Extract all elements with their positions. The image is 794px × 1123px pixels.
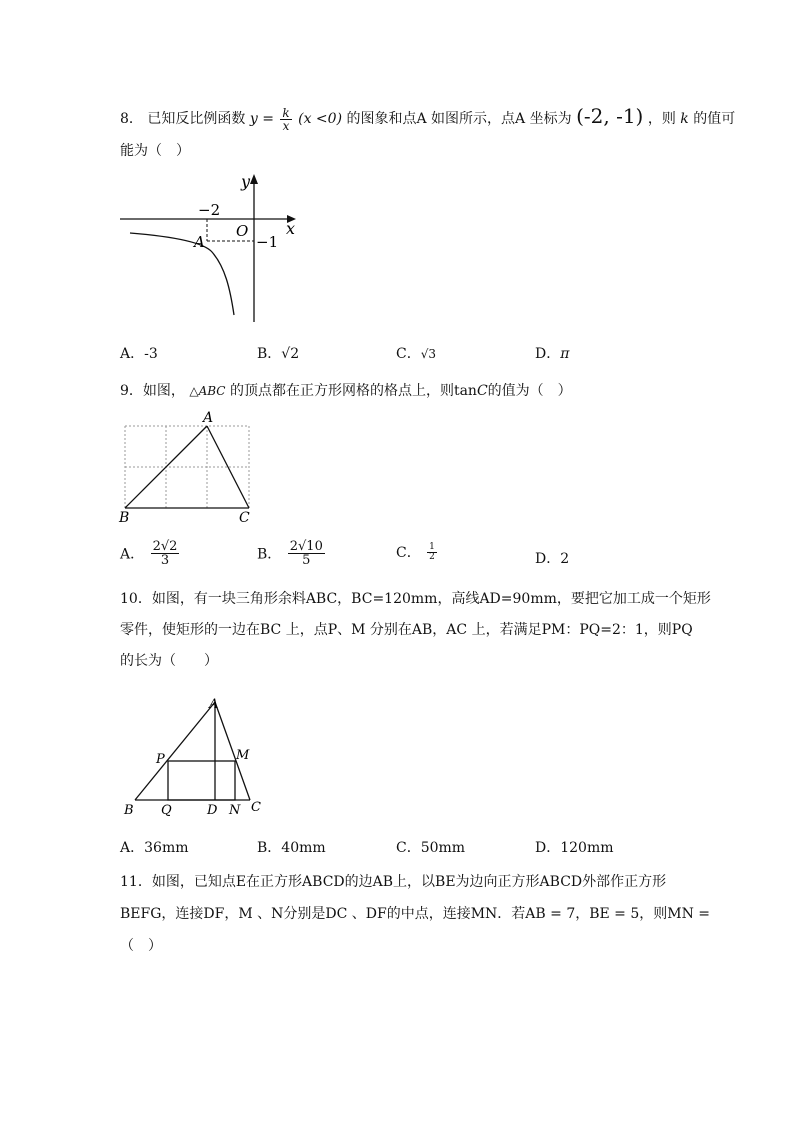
q10-choice-a-key: A． [120, 840, 145, 856]
q8-number: 8． [120, 111, 143, 127]
q9-choice-c-key: C． [396, 545, 421, 561]
q10-choice-d[interactable] [535, 837, 614, 857]
q9-choice-d-val: 2 [560, 551, 570, 567]
q9-choice-c-den: 2 [429, 551, 435, 562]
q10-choice-c[interactable] [396, 837, 465, 857]
hyperbola-curve [130, 233, 234, 315]
q9-choice-b-den: 5 [288, 553, 325, 567]
q8-text-d: 的值可 [693, 111, 736, 127]
q10-line3: 的长为（ ） [120, 653, 218, 669]
q9-grid-figure [115, 408, 260, 528]
vertex-b-label: B [119, 510, 130, 526]
q8-y: y [249, 111, 258, 127]
q8-line1 [120, 104, 735, 132]
q8-frac-den: x [280, 119, 291, 132]
q9-choice-d[interactable] [535, 548, 569, 568]
x-tick-label: −2 [198, 201, 221, 219]
grid-lines [125, 426, 249, 508]
point-n-label: N [229, 803, 241, 818]
q9-choice-a-frac [151, 540, 180, 567]
q9-triangle: △ABC [189, 384, 226, 398]
q10-line1: 10．如图，有一块三角形余料ABC，BC=120mm，高线AD=90mm，要把它加工成一个矩形 [120, 591, 711, 607]
q8-choice-c-key: C． [396, 346, 421, 362]
q8-line2: 能为（ ） [120, 143, 190, 159]
q8-frac-num: k [282, 105, 290, 120]
q8-fraction [280, 107, 291, 132]
point-a-label: A [194, 233, 205, 251]
vertex-b-label: B [124, 803, 134, 818]
q9-choice-b-key: B． [257, 546, 282, 563]
q8-choice-d-key: D． [535, 346, 561, 362]
q9-choice-c-num: 1 [429, 541, 435, 552]
rectangle-pmnq [168, 761, 235, 800]
q9-choice-c[interactable] [396, 542, 439, 562]
q9-choice-c-frac [427, 543, 437, 562]
q9-choice-a[interactable] [120, 540, 181, 567]
q10-triangle-figure [115, 690, 275, 825]
q9-text-c: 的值为（ ） [487, 383, 572, 399]
q8-choice-d[interactable] [535, 343, 569, 363]
q8-condition: (x <0) [298, 111, 343, 127]
point-p-label: P [156, 752, 165, 767]
q10-line2: 零件，使矩形的一边在BC 上，点P、M 分别在AB，AC 上，若满足PM：PQ=2：1，则PQ [120, 622, 693, 638]
q8-text-c: ，则 [647, 111, 676, 127]
point-m-label: M [236, 748, 250, 763]
q10-choice-a-val: 36mm [144, 840, 189, 856]
q9-text-b: 的顶点都在正方形网格的格点上，则tan [229, 383, 477, 399]
q8-eq: = [262, 111, 274, 127]
q9-number: 9． [120, 383, 143, 399]
q9-choice-a-num: 2√2 [152, 539, 178, 554]
q8-choice-c[interactable] [396, 343, 436, 363]
q9-c: C [476, 383, 488, 399]
q10-choice-c-key: C． [396, 840, 421, 856]
q9-choice-a-den: 3 [151, 553, 180, 567]
q10-choice-c-val: 50mm [420, 840, 466, 856]
vertex-c-label: C [239, 510, 250, 526]
q9-choice-b-num: 2√10 [289, 539, 323, 554]
q10-choice-d-key: D． [535, 840, 561, 856]
q11-line3: （ ） [120, 938, 162, 954]
q8-choice-a-key: A． [120, 346, 145, 362]
q8-text-b: 的图象和点A 如图所示，点A 坐标为 [346, 111, 572, 127]
q9-text-a: 如图， [142, 383, 185, 399]
vertex-c-label: C [251, 800, 261, 815]
side-ab [135, 702, 215, 800]
q8-graph [110, 170, 310, 330]
q11-line1: 11．如图，已知点E在正方形ABCD的边AB上，以BE为边向正方形ABCD外部作正方形 [120, 874, 667, 890]
q8-choice-b-val: √2 [281, 346, 300, 362]
point-d-label: D [207, 803, 218, 818]
x-axis-label: x [286, 219, 296, 238]
q8-choice-c-val: √3 [420, 347, 436, 361]
y-axis-label: y [241, 172, 251, 191]
q9-choice-a-key: A． [120, 546, 145, 563]
y-tick-label: −1 [256, 233, 279, 251]
q10-choice-b-val: 40mm [281, 840, 326, 856]
q10-choice-d-val: 120mm [560, 840, 614, 856]
q9-choice-d-key: D． [535, 551, 561, 567]
q9-line1 [120, 380, 572, 400]
q8-k: k [680, 111, 689, 127]
q8-choice-b-key: B． [257, 346, 282, 362]
q9-choice-b-frac [288, 540, 325, 567]
q8-choice-b[interactable] [257, 343, 299, 363]
q8-coord: (-2, -1) [576, 104, 644, 128]
q8-text-a: 已知反比例函数 [147, 111, 246, 127]
q10-choice-b[interactable] [257, 837, 326, 857]
q10-choice-a[interactable] [120, 837, 189, 857]
q8-choice-d-val: π [560, 346, 570, 362]
point-q-label: Q [161, 803, 172, 818]
q8-choice-a-val: -3 [144, 346, 158, 362]
q11-line2: BEFG，连接DF，M 、N分别是DC 、DF的中点，连接MN．若AB = 7，BE = 5，则MN = [120, 906, 711, 922]
q10-choice-b-key: B． [257, 840, 282, 856]
q9-choice-b[interactable] [257, 540, 327, 567]
vertex-a-label: A [209, 697, 219, 712]
vertex-a-label: A [203, 410, 214, 426]
origin-label: O [236, 222, 249, 240]
q8-choice-a[interactable] [120, 343, 158, 363]
y-axis-arrow-icon [250, 174, 258, 184]
